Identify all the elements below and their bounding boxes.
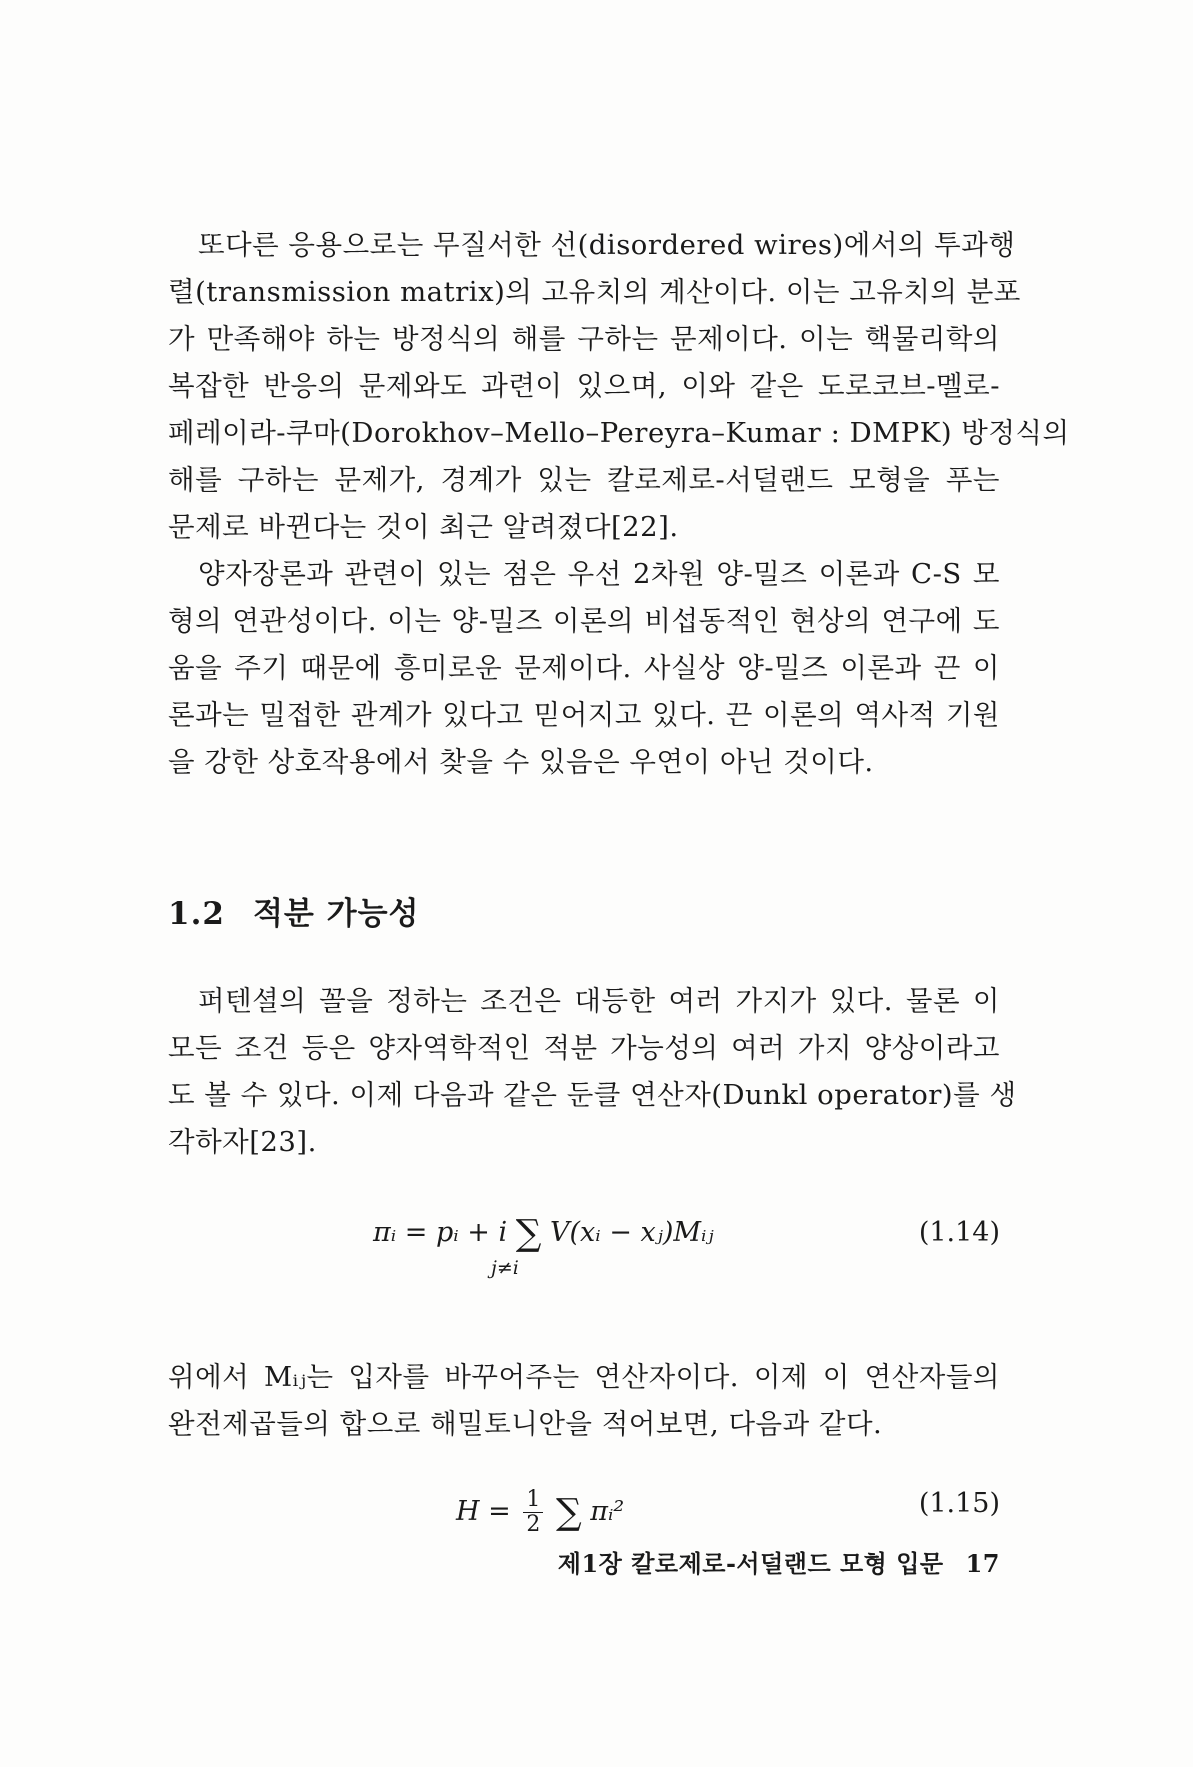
- text-line: 을 강한 상호작용에서 찾을 수 있음은 우연이 아닌 것이다.: [168, 746, 874, 778]
- text-line: 페레이라-쿠마(Dorokhov–Mello–Pereyra–Kumar : DMPK) 방정식의: [168, 417, 1070, 449]
- text-line: 양자장론과 관련이 있는 점은 우선 2차원 양-밀즈 이론과 C-S 모: [198, 558, 1000, 590]
- fraction: [523, 1488, 543, 1537]
- equation-lhs: πᵢ = pᵢ + i: [373, 1217, 508, 1248]
- fraction-denominator: 2: [526, 1512, 541, 1537]
- text-line: 위에서 Mᵢⱼ는 입자를 바꾸어주는 연산자이다. 이제 이 연산자들의: [168, 1361, 1000, 1393]
- equation-number: (1.14): [918, 1217, 1000, 1248]
- paragraph-disordered-wires: [168, 222, 1070, 551]
- text-line: 해를 구하는 문제가, 경계가 있는 칼로제로-서덜랜드 모형을 푸는: [168, 464, 1000, 496]
- fraction-numerator: 1: [523, 1488, 543, 1513]
- equation-lhs: H =: [456, 1496, 511, 1527]
- equation-body: [373, 1213, 714, 1254]
- text-line: 복잡한 반응의 문제와도 과련이 있으며, 이와 같은 도로코브-멜로-: [168, 370, 1000, 402]
- summation-index: j≠i: [491, 1257, 519, 1279]
- equation-number: (1.15): [918, 1488, 1000, 1519]
- text-line: 렬(transmission matrix)의 고유치의 계산이다. 이는 고유치의 분포: [168, 276, 1021, 308]
- text-line: 도 볼 수 있다. 이제 다음과 같은 둔클 연산자(Dunkl operator)를 생: [168, 1079, 1017, 1111]
- page-footer: [558, 1544, 1000, 1579]
- page-number: 17: [965, 1549, 1000, 1578]
- text-line: 모든 조건 등은 양자역학적인 적분 가능성의 여러 가지 양상이라고: [168, 1032, 1000, 1064]
- text-line: 형의 연관성이다. 이는 양-밀즈 이론의 비섭동적인 현상의 연구에 도: [168, 605, 1000, 637]
- paragraph-quantum-field-theory: [168, 551, 1000, 786]
- section-heading: [168, 888, 419, 933]
- text-line: 가 만족해야 하는 방정식의 해를 구하는 문제이다. 이는 핵물리학의: [168, 323, 1000, 355]
- equation-rhs: V(xᵢ − xⱼ)Mᵢⱼ: [550, 1217, 714, 1248]
- equation-rhs: πᵢ²: [590, 1496, 625, 1527]
- chapter-title: 제1장 칼로제로-서덜랜드 모형 입문: [557, 1549, 944, 1578]
- text-line: 론과는 밀접한 관계가 있다고 믿어지고 있다. 끈 이론의 역사적 기원: [168, 699, 1000, 731]
- text-line: 또다른 응용으로는 무질서한 선(disordered wires)에서의 투과행: [198, 229, 1016, 261]
- paragraph-dunkl-operator: [168, 978, 1017, 1166]
- text-line: 움을 주기 때문에 흥미로운 문제이다. 사실상 양-밀즈 이론과 끈 이: [168, 652, 1000, 684]
- summation-symbol: ∑: [555, 1492, 582, 1533]
- section-title: 적분 가능성: [252, 896, 420, 932]
- section-number: 1.2: [168, 896, 225, 932]
- text-line: 완전제곱들의 합으로 해밀토니안을 적어보면, 다음과 같다.: [168, 1408, 883, 1440]
- text-line: 각하자[23].: [168, 1126, 317, 1158]
- equation-1-14: [168, 1205, 1000, 1295]
- text-line: 문제로 바뀐다는 것이 최근 알려졌다[22].: [168, 511, 679, 543]
- paragraph-hamiltonian: [168, 1354, 1000, 1448]
- equation-body: [456, 1488, 624, 1537]
- summation-symbol: ∑: [515, 1213, 542, 1254]
- text-line: 퍼텐셜의 꼴을 정하는 조건은 대등한 여러 가지가 있다. 물론 이: [198, 985, 1000, 1017]
